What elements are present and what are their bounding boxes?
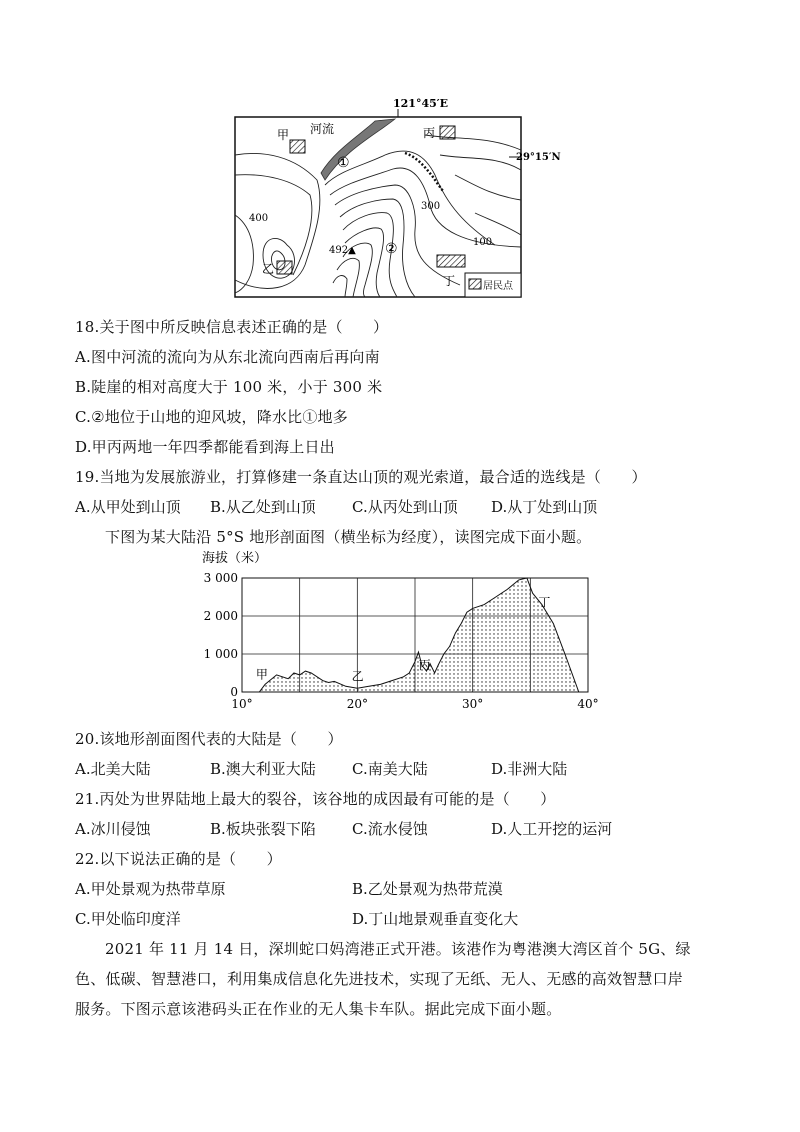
profile-label-yi: 乙 (351, 669, 364, 684)
peak-label: 492▲ (329, 245, 356, 256)
label-jia: 甲 (277, 128, 290, 142)
q22-option-c: C.甲处临印度洋 (75, 910, 181, 928)
q18-option-c: C.②地位于山地的迎风坡，降水比①地多 (75, 408, 348, 426)
y-tick-label: 0 (230, 685, 238, 699)
terrain-area (259, 578, 578, 692)
q19-option-b: B.从乙处到山顶 (210, 498, 316, 516)
passage-line-3: 服务。下图示意该港码头正在作业的无人集卡车队。据此完成下面小题。 (75, 1000, 562, 1018)
profile-label-jia: 甲 (255, 667, 268, 682)
settlement-ding (437, 255, 465, 267)
q20-option-b: B.澳大利亚大陆 (210, 760, 316, 778)
contour-400: 400 (249, 213, 269, 224)
q21-option-a: A.冰川侵蚀 (75, 820, 151, 838)
question-21-stem: 21.丙处为世界陆地上最大的裂谷，该谷地的成因最有可能的是（ ） (75, 790, 556, 808)
label-yi: 乙 (262, 262, 275, 276)
y-tick-label: 2 000 (203, 609, 238, 623)
settlement-yi (277, 261, 292, 274)
q19-option-c: C.从丙处到山顶 (352, 498, 458, 516)
x-tick-label: 30° (462, 697, 484, 711)
x-tick-label: 40° (577, 697, 599, 711)
legend-label: 居民点 (483, 281, 513, 292)
q20-option-a: A.北美大陆 (75, 760, 151, 778)
legend-icon (469, 279, 481, 289)
q18-option-b: B.陡崖的相对高度大于 100 米，小于 300 米 (75, 378, 383, 396)
longitude-label: 121°45′E (393, 97, 449, 110)
settlement-jia (290, 140, 305, 153)
x-tick-label: 20° (346, 697, 368, 711)
y-tick-label: 1 000 (203, 647, 238, 661)
question-22-stem: 22.以下说法正确的是（ ） (75, 850, 282, 868)
question-19-stem: 19.当地为发展旅游业，打算修建一条直达山顶的观光索道，最合适的选线是（ ） (75, 468, 647, 486)
cliff (405, 153, 443, 191)
q19-option-d: D.从丁处到山顶 (491, 498, 598, 516)
q20-option-d: D.非洲大陆 (491, 760, 568, 778)
profile-label-bing: 丙 (418, 658, 431, 673)
point-1: ① (337, 155, 350, 171)
q21-option-d: D.人工开挖的运河 (491, 820, 613, 838)
q22-option-d: D.丁山地景观垂直变化大 (352, 910, 519, 928)
q18-option-d: D.甲丙两地一年四季都能看到海上日出 (75, 438, 335, 456)
q20-option-c: C.南美大陆 (352, 760, 428, 778)
terrain-profile-chart (200, 548, 620, 718)
point-2: ② (385, 241, 398, 257)
topographic-map (225, 95, 561, 300)
q22-option-a: A.甲处景观为热带草原 (75, 880, 226, 898)
section-intro: 下图为某大陆沿 5°S 地形剖面图（横坐标为经度），读图完成下面小题。 (105, 528, 592, 546)
q18-option-a: A.图中河流的流向为从东北流向西南后再向南 (75, 348, 380, 366)
profile-label-ding: 丁 (538, 595, 551, 610)
question-18-stem: 18.关于图中所反映信息表述正确的是（ ） (75, 318, 389, 336)
q19-option-a: A.从甲处到山顶 (75, 498, 181, 516)
contour-100: 100 (473, 237, 493, 248)
q21-option-b: B.板块张裂下陷 (210, 820, 316, 838)
latitude-label: 29°15′N (516, 152, 561, 163)
q21-option-c: C.流水侵蚀 (352, 820, 428, 838)
passage-line-1: 2021 年 11 月 14 日，深圳蛇口妈湾港正式开港。该港作为粤港澳大湾区首个 5G、绿 (105, 940, 691, 958)
x-tick-label: 10° (231, 697, 253, 711)
settlement-bing (440, 126, 455, 139)
river-label: 河流 (310, 122, 335, 136)
question-20-stem: 20.该地形剖面图代表的大陆是（ ） (75, 730, 343, 748)
q22-option-b: B.乙处景观为热带荒漠 (352, 880, 503, 898)
y-axis-title: 海拔（米） (202, 551, 268, 566)
passage-line-2: 色、低碳、智慧港口，利用集成信息化先进技术，实现了无纸、无人、无感的高效智慧口岸 (75, 970, 684, 988)
y-tick-label: 3 000 (203, 571, 238, 585)
label-ding: 丁 (443, 274, 456, 288)
contour-300: 300 (421, 201, 441, 212)
label-bing: 丙 (423, 126, 436, 140)
